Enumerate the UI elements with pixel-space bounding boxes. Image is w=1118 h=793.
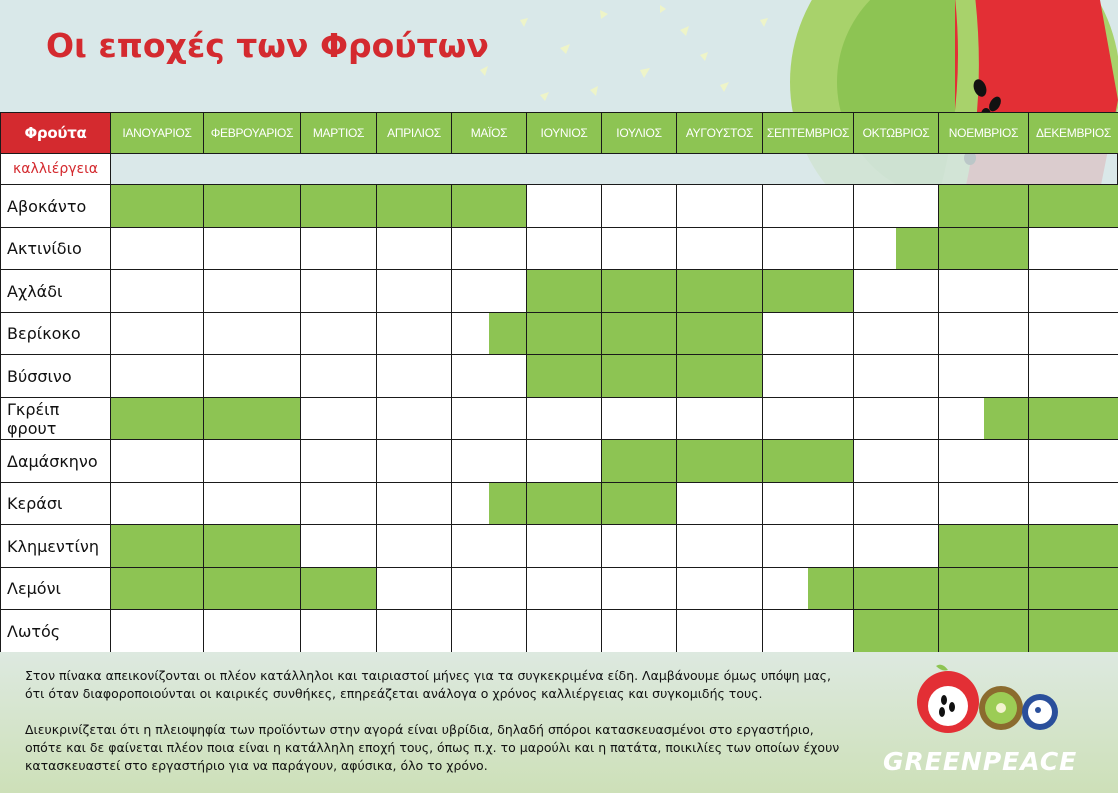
season-fill <box>377 185 451 227</box>
season-cell <box>1028 184 1118 228</box>
season-fill <box>204 398 300 439</box>
season-cell <box>601 482 677 525</box>
season-fill <box>939 525 1028 567</box>
greenpeace-logo <box>880 660 1080 785</box>
season-cell <box>938 609 1029 653</box>
season-cell <box>1028 439 1118 483</box>
season-cell <box>938 482 1029 525</box>
season-fill <box>527 355 601 397</box>
season-fill <box>602 440 676 482</box>
season-cell <box>203 354 301 398</box>
season-cell <box>853 269 939 313</box>
season-cell <box>376 227 452 270</box>
season-cell <box>451 439 527 483</box>
season-cell <box>1028 269 1118 313</box>
subheader-cultivation: καλλιέργεια <box>0 153 111 185</box>
season-cell <box>203 567 301 610</box>
season-cell <box>601 269 677 313</box>
season-cell <box>110 609 204 653</box>
season-cell <box>110 312 204 355</box>
season-cell <box>376 609 452 653</box>
season-cell <box>1028 482 1118 525</box>
season-fill <box>602 483 676 524</box>
season-cell <box>376 397 452 440</box>
season-cell <box>938 524 1029 568</box>
season-cell <box>203 609 301 653</box>
season-cell <box>601 524 677 568</box>
season-cell <box>451 567 527 610</box>
season-cell <box>1028 524 1118 568</box>
season-cell <box>762 609 854 653</box>
season-cell <box>1028 227 1118 270</box>
season-cell <box>376 184 452 228</box>
season-cell <box>938 227 1029 270</box>
season-cell <box>526 312 602 355</box>
season-cell <box>938 397 1029 440</box>
season-cell <box>203 312 301 355</box>
column-header-month: ΙΟΥΛΙΟΣ <box>601 112 677 154</box>
season-cell <box>526 609 602 653</box>
fruit-name: Αβοκάντο <box>0 184 111 228</box>
season-cell <box>300 567 377 610</box>
fruit-name: Γκρέιπ φρουτ <box>0 397 111 440</box>
season-fill <box>527 313 601 354</box>
season-fill <box>111 398 203 439</box>
season-cell <box>451 269 527 313</box>
season-cell <box>203 269 301 313</box>
season-fill <box>204 185 300 227</box>
season-cell <box>853 227 939 270</box>
season-cell <box>676 439 763 483</box>
season-cell <box>376 482 452 525</box>
season-fill <box>111 525 203 567</box>
season-fill <box>939 228 1028 269</box>
season-cell <box>762 567 854 610</box>
season-cell <box>526 184 602 228</box>
fruit-name: Λεμόνι <box>0 567 111 610</box>
season-cell <box>300 609 377 653</box>
season-cell <box>203 524 301 568</box>
season-fill <box>602 355 676 397</box>
season-cell <box>376 354 452 398</box>
season-cell <box>853 567 939 610</box>
season-cell <box>110 354 204 398</box>
season-cell <box>853 397 939 440</box>
season-cell <box>451 397 527 440</box>
season-cell <box>376 524 452 568</box>
season-fill <box>489 483 526 524</box>
season-cell <box>526 524 602 568</box>
column-header-month: ΙΑΝΟΥΑΡΙΟΣ <box>110 112 204 154</box>
fruit-name: Κεράσι <box>0 482 111 525</box>
season-cell <box>676 269 763 313</box>
season-fill <box>939 185 1028 227</box>
season-cell <box>376 312 452 355</box>
column-header-month: ΑΠΡΙΛΙΟΣ <box>376 112 452 154</box>
season-cell <box>938 184 1029 228</box>
fruit-name: Αχλάδι <box>0 269 111 313</box>
season-fill <box>1029 568 1118 609</box>
season-fill <box>854 568 938 609</box>
season-fill <box>677 355 762 397</box>
season-fill <box>111 568 203 609</box>
season-cell <box>110 439 204 483</box>
season-cell <box>601 439 677 483</box>
note-line: ότι όταν διαφοροποιούνται οι καιρικές συνθήκες, επηρεάζεται ανάλογα ο χρόνος καλλιέργειας και συγκομιδής τους. <box>25 686 763 701</box>
season-cell <box>110 567 204 610</box>
season-cell <box>451 524 527 568</box>
season-cell <box>451 227 527 270</box>
season-cell <box>110 184 204 228</box>
season-cell <box>300 439 377 483</box>
season-fill <box>1029 185 1118 227</box>
subheader-band <box>110 153 1118 185</box>
season-cell <box>601 609 677 653</box>
column-header-month: ΟΚΤΩΒΡΙΟΣ <box>853 112 939 154</box>
season-fill <box>808 568 853 609</box>
fruit-name: Λωτός <box>0 609 111 653</box>
season-cell <box>853 524 939 568</box>
season-cell <box>376 439 452 483</box>
fruit-name: Ακτινίδιο <box>0 227 111 270</box>
season-cell <box>676 184 763 228</box>
season-cell <box>938 312 1029 355</box>
season-cell <box>203 184 301 228</box>
season-cell <box>300 269 377 313</box>
season-cell <box>203 482 301 525</box>
season-cell <box>526 227 602 270</box>
season-cell <box>853 609 939 653</box>
season-fill <box>984 398 1029 439</box>
column-header-month: ΑΥΓΟΥΣΤΟΣ <box>676 112 763 154</box>
season-fill <box>452 185 526 227</box>
season-cell <box>526 567 602 610</box>
note-line: Διευκρινίζεται ότι η πλειοψηφία των προϊόντων στην αγορά είναι υβρίδια, δηλαδή σπόροι κατασκευασμένοι στο εργαστήριο, <box>25 722 814 737</box>
season-cell <box>110 482 204 525</box>
season-cell <box>300 524 377 568</box>
column-header-month: ΙΟΥΝΙΟΣ <box>526 112 602 154</box>
season-fill <box>1029 610 1118 652</box>
season-cell <box>203 397 301 440</box>
season-cell <box>300 312 377 355</box>
season-fill <box>677 313 762 354</box>
season-cell <box>853 312 939 355</box>
season-cell <box>376 567 452 610</box>
season-cell <box>601 227 677 270</box>
fruit-name: Δαμάσκηνο <box>0 439 111 483</box>
season-fill <box>939 568 1028 609</box>
season-cell <box>1028 609 1118 653</box>
season-fill <box>111 185 203 227</box>
season-cell <box>110 524 204 568</box>
season-fill <box>204 525 300 567</box>
season-cell <box>526 482 602 525</box>
season-cell <box>601 184 677 228</box>
season-cell <box>762 397 854 440</box>
season-cell <box>676 482 763 525</box>
season-cell <box>762 524 854 568</box>
column-header-month: ΔΕΚΕΜΒΡΙΟΣ <box>1028 112 1118 154</box>
season-cell <box>676 397 763 440</box>
season-cell <box>1028 312 1118 355</box>
season-fill <box>527 483 601 524</box>
season-cell <box>938 567 1029 610</box>
season-cell <box>853 184 939 228</box>
season-cell <box>110 397 204 440</box>
season-cell <box>762 184 854 228</box>
season-cell <box>451 609 527 653</box>
season-cell <box>676 312 763 355</box>
season-fill <box>602 313 676 354</box>
season-cell <box>300 184 377 228</box>
season-fill <box>1029 398 1118 439</box>
season-cell <box>203 227 301 270</box>
season-cell <box>762 227 854 270</box>
season-cell <box>762 269 854 313</box>
season-fill <box>301 568 376 609</box>
season-cell <box>526 354 602 398</box>
season-cell <box>376 269 452 313</box>
season-fill <box>204 568 300 609</box>
season-cell <box>762 312 854 355</box>
season-fill <box>677 270 762 312</box>
season-fill <box>763 440 853 482</box>
season-fill <box>763 270 853 312</box>
season-cell <box>601 312 677 355</box>
season-cell <box>601 567 677 610</box>
season-cell <box>601 354 677 398</box>
season-fill <box>896 228 938 269</box>
season-cell <box>676 354 763 398</box>
season-fill <box>1029 525 1118 567</box>
season-cell <box>762 439 854 483</box>
season-cell <box>451 354 527 398</box>
season-cell <box>938 269 1029 313</box>
season-cell <box>526 439 602 483</box>
season-cell <box>451 312 527 355</box>
season-cell <box>601 397 677 440</box>
column-header-month: ΦΕΒΡΟΥΑΡΙΟΣ <box>203 112 301 154</box>
season-fill <box>854 610 938 652</box>
season-cell <box>676 227 763 270</box>
season-cell <box>300 227 377 270</box>
page-title: Οι εποχές των Φρούτων <box>46 26 489 65</box>
column-header-month: ΣΕΠΤΕΜΒΡΙΟΣ <box>762 112 854 154</box>
note-line: Στον πίνακα απεικονίζονται οι πλέον κατάλληλοι και ταιριαστοί μήνες για τα συγκεκριμένα είδη. Λαμβάνουμε όμως υπόψη μας, <box>25 668 831 683</box>
season-cell <box>110 269 204 313</box>
season-cell <box>853 354 939 398</box>
season-fill <box>602 270 676 312</box>
season-cell <box>300 397 377 440</box>
note-line: κατασκευαστεί στο εργαστήριο για να παράγουν, αφύσικα, όλο το χρόνο. <box>25 758 488 773</box>
season-cell <box>203 439 301 483</box>
column-header-month: ΜΑΡΤΙΟΣ <box>300 112 377 154</box>
season-cell <box>110 227 204 270</box>
column-header-month: ΝΟΕΜΒΡΙΟΣ <box>938 112 1029 154</box>
season-cell <box>676 609 763 653</box>
season-cell <box>762 482 854 525</box>
season-cell <box>526 397 602 440</box>
season-cell <box>853 439 939 483</box>
season-cell <box>300 354 377 398</box>
fruit-name: Βερίκοκο <box>0 312 111 355</box>
fruit-name: Βύσσινο <box>0 354 111 398</box>
season-cell <box>676 567 763 610</box>
note-line: οπότε και δε φαίνεται πλέον ποια είναι η κατάλληλη εποχή τους, όπως π.χ. το μαρούλι και η πατάτα, ποικιλίες των οποίων έχουν <box>25 740 840 755</box>
column-header-fruit: Φρούτα <box>0 112 111 154</box>
season-cell <box>451 184 527 228</box>
logo-text: GREENPEACE <box>883 747 1078 776</box>
season-cell <box>1028 397 1118 440</box>
column-header-month: ΜΑΪΟΣ <box>451 112 527 154</box>
season-fill <box>301 185 376 227</box>
season-cell <box>300 482 377 525</box>
season-cell <box>762 354 854 398</box>
season-fill <box>489 313 526 354</box>
season-fill <box>939 610 1028 652</box>
season-cell <box>451 482 527 525</box>
season-fill <box>677 440 762 482</box>
season-fill <box>527 270 601 312</box>
season-cell <box>938 354 1029 398</box>
season-cell <box>1028 567 1118 610</box>
season-cell <box>938 439 1029 483</box>
season-cell <box>676 524 763 568</box>
season-cell <box>853 482 939 525</box>
season-cell <box>1028 354 1118 398</box>
fruit-name: Κλημεντίνη <box>0 524 111 568</box>
season-cell <box>526 269 602 313</box>
